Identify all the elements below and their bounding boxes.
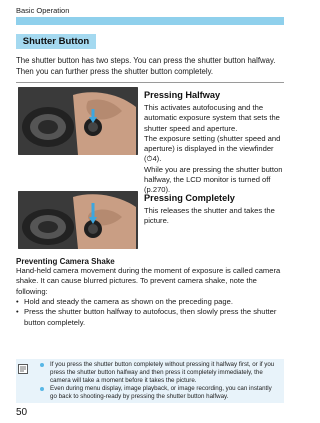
shutter-full-press-photo [18,191,138,249]
step-text-halfway [144,103,284,196]
running-header: Basic Operation [16,6,70,15]
header-bar [16,17,284,25]
step-paragraph: The exposure setting (shutter speed and aperture) is displayed in the viewfinder (⏱4). [144,133,281,164]
note-box [16,359,284,403]
shake-text: Hand-held camera movement during the moment of exposure is called camera shake. It can cause blurred pictures. To prevent camera shake, note the following: [16,266,281,296]
intro-paragraph: The shutter button has two steps. You can press the shutter button halfway. Then you can further press the shutter button completely. [16,56,276,76]
step-title-halfway: Pressing Halfway [144,90,221,100]
list-item: • Press the shutter button halfway to autofocus, then slowly press the shutter button completely. [16,307,288,328]
shutter-half-press-photo [18,87,138,155]
list-item: If you press the shutter button completely without pressing it halfway first, or if you press the shutter button halfway and then press it completely immediately, the camera will take a moment before it takes the picture. [40,361,280,385]
list-item: • Hold and steady the camera as shown on the preceding page. [16,297,288,307]
divider [16,82,284,83]
step-title-completely: Pressing Completely [144,193,235,203]
step-paragraph: This activates autofocusing and the automatic exposure system that sets the shutter speed and aperture. [144,103,280,133]
step-text-completely: This releases the shutter and takes the picture. [144,206,275,226]
section-title: Shutter Button [16,34,96,49]
shake-title: Preventing Camera Shake [16,257,115,266]
step-paragraph: While you are pressing the shutter button halfway, the LCD monitor is turned off (p.270). [144,164,283,195]
memo-icon [18,361,28,371]
note-list [40,361,280,401]
shake-bullets [16,297,288,328]
list-item: Even during menu display, image playback, or image recording, you can instantly go back to shooting-ready by pressing the shutter button halfway. [40,385,280,401]
page-number: 50 [16,407,28,418]
